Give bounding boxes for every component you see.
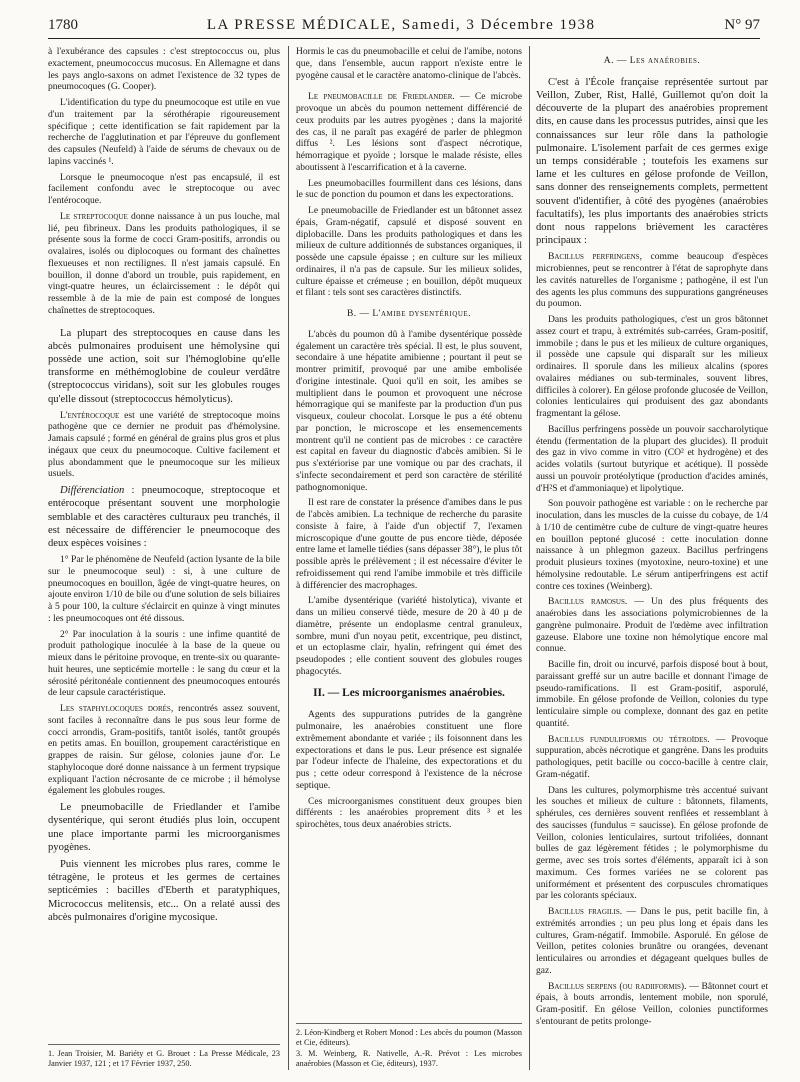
paragraph: Bacillus perfringens possède un pouvoir saccharolytique étendu (fermentation de la plupart des glucides). Il produit des gaz in vivo comme in vitro (CO² et hydrogène) et des acides volatils (surtout butyrique et acétique). Il possède aussi un pouvoir protéolytique (production d'acides aminés, d'H²S et d'ammoniaque) et lipolytique. — [536, 423, 768, 494]
run-in-head: Bacillus ramosus. — [548, 596, 628, 608]
paragraph: Lorsque le pneumocoque n'est pas encapsulé, il est facilement confondu avec le streptocoque ou avec l'entérocoque. — [48, 171, 280, 206]
paragraph — [48, 703, 280, 797]
paragraph-text: : pneumocoque, streptocoque et entérocoque présentant souvent une morphologie semblable et des caractères culturaux peu tranchés, il est nécessaire de différencier le pneumocoque des deux espèces voisines : — [48, 485, 280, 550]
run-in-head: Bacillus serpens (ou radiiformis). — [548, 980, 687, 992]
paragraph: Ces microorganismes constituent deux groupes bien différents : les anaérobies proprement dits ³ et les spirochètes, tous deux anaérobies stricts. — [296, 795, 522, 830]
paragraph: C'est à l'École française représentée surtout par Veillon, Zuber, Rist, Hallé, Guillemot qu'on doit la découverte de la plupart des anaérobies proprement dits, en cause dans les processus putrides, ainsi que les connaissances sur leur rôle dans la pathologie pulmonaire. L'isolement parfait de ces germes exige un temps considérable ; toutefois les examens sur lame et les cultures en gélose profonde de Veillon, sans donner des renseignements complets, permettent souvent d'identifier, à côté des pyogènes (anaérobies facultatifs), les plus importants des anaérobies stricts dont nous rappelons brièvement les caractères principaux : — [536, 76, 768, 247]
paragraph — [536, 906, 768, 977]
paragraph: 2° Par inoculation à la souris : une infime quantité de produit pathologique inoculée à la base de la queue ou mieux dans le péritoine provoque, en trente-six ou quarante-huit heures, une septicémie mortelle : le sang du cœur et la sérosité péritonéale contiennent des pneumocoques entourés de leur capsule caractéristique. — [48, 628, 280, 699]
paragraph — [48, 410, 280, 481]
paragraph-text: — Un des plus fréquents des anaérobies dans les associations polymicrobiennes de la gangrène pulmonaire. Produit de l'œdème avec infiltration gazeuse. Elabore une toxine non hémolytique encore mal connue. — [536, 596, 768, 655]
paragraph: L'identification du type du pneumocoque est utile en vue d'un traitement par la sérothérapie rigoureusement spécifique ; cette identification se fait rapidement par la recherche de l'agglutination et par l'épreuve du gonflement des capsules (Neufeld) à l'aide de sérums de chevaux ou de lapins vaccinés ¹. — [48, 97, 280, 167]
paragraph: L'amibe dysentérique (variété histolytica), vivante et dans un milieu conservé tiède, mesure de 20 à 40 µ de diamètre, présente un endoplasme central granuleux, sombre, muni d'un noyau petit, excentrique, peu distinct, et un ectoplasme clair, hyalin, refringent qui émet des pseudopodes ; elle contient souvent des globules rouges phagocytés. — [296, 595, 522, 677]
column-rule — [288, 46, 289, 1070]
paragraph: Hormis le cas du pneumobacille et celui de l'amibe, notons que, dans l'ensemble, aucun rapport n'existe entre le pyogène causal et le caractère anatomo-clinique de l'abcès. — [296, 46, 522, 81]
run-in-head: Le pneumobacille de Friedlander. — [308, 91, 455, 103]
paragraph: La plupart des streptocoques en cause dans les abcès pulmonaires produisent une hémolysine qui possède une action, soit sur l'hémoglobine qu'elle transforme en méthémoglobine de couleur verdâtre (streptococcus viridans), soit sur les globules rouges qu'elle dissout (streptococcus hémolyticus). — [48, 327, 280, 405]
paragraph — [296, 91, 522, 173]
paragraph: Les pneumobacilles fourmillent dans ces lésions, dans le suc de ponction du poumon et dans les expectorations. — [296, 177, 522, 201]
run-in-head: Bacillus perfringens — [548, 251, 640, 263]
paragraph: Son pouvoir pathogène est variable : on le recherche par inoculation, dans les muscles de la cuisse du cobaye, de 1/4 à 1/10 de centimètre cube de culture de vingt-quatre heures en bouillon peptoné glucosé : cette inoculation donne naissance à un phlegmon gazeux. Bacillus perfringens produit plusieurs toxines (myotoxine, neuro-toxine) et une hémolysine redoutable. Le sérum antiperfringens est actif contre ces toxines (Weinberg). — [536, 498, 768, 592]
paragraph: Le pneumobacille de Friedlander et l'amibe dysentérique, qui seront étudiés plus loin, occupent une place importante parmi les microorganismes pyogènes. — [48, 802, 280, 853]
paragraph-text: — Dans le pus, petit bacille fin, à extrémités arrondies ; un peu plus long et épais dans les cultures, Gram-négatif. Immobile. Asporulé. En gélose de Veillon, petites colonies brunâtre ou orangées, devenant lenticulaires ou arrondies et dégageant quelques bulles de gaz. — [536, 906, 768, 976]
run-in-head: Bacillus funduliformis ou tétroïdes. — [548, 733, 710, 745]
section-heading-ii: II. — Les microorganismes anaérobies. — [313, 686, 505, 699]
footnote: 3. M. Weinberg, R. Nativelle, A.-R. Prévot : Les microbes anaérobies (Masson et Cie, éditeurs), 1937. — [296, 1049, 522, 1068]
column-rule — [529, 46, 530, 1070]
run-in-head: L'entérocoque — [60, 409, 120, 421]
run-in-head: Le streptocoque — [60, 210, 128, 222]
paragraph: Puis viennent les microbes plus rares, comme le tétragène, le proteus et les germes de certaines septicémies : bacilles d'Eberth et paratyphiques, Micrococcus melitensis, etc... On a relaté aussi des abcès pulmonaires d'origine mycosique. — [48, 859, 280, 923]
footnotes — [296, 1023, 522, 1070]
paragraph — [536, 981, 768, 1028]
section-heading-b: B. — L'amibe dysentérique. — [346, 309, 472, 319]
section-heading-a: A. — Les anaérobies. — [603, 56, 701, 66]
run-in-head: Les staphylocoques dorés — [60, 703, 171, 715]
paragraph-text: — Ce microbe provoque un abcès du poumon nettement différencié de ceux produits par les autres pyogènes ; dans la majorité des cas, il ne paraît pas exagéré de parler de phlegmon diffus ². Les lésions sont d'aspect nécrotique, hémorragique et pyoïde ; lorsque le malade résiste, elles aboutissent à l'escarrification et à la caverne. — [296, 91, 522, 173]
paragraph-text: donne naissance à un pus louche, mal lié, peu fibrineux. Dans les produits pathologiques, il se présente sous la forme de cocci Gram-positifs, arrondis ou ovalaires, isolés ou diplocoques ou formant des chaînettes flexueuses et non rectilignes. Il n'est jamais capsulé. En bouillon, il donne d'abord un trouble, puis rapidement, en vingt-quatre heures, un éclaircissement : le dépôt qui ressemble à de la mie de pain est composé de longues chaînettes de streptocoques. — [48, 210, 280, 316]
paragraph: Le pneumobacille de Friedlander est un bâtonnet assez épais, Gram-négatif, capsulé et disposé souvent en diplobacille. Dans les produits pathologiques et dans les milieux de culture additionnés de substances organiques, il possède une capsule épaisse ; en culture sur les milieux ordinaires, il n'a pas de capsule. Sur les milieux solides, culture épaisse et crémeuse ; en bouillon, dépôt muqueux et filant : tels sont ses caractères distinctifs. — [296, 205, 522, 299]
paragraph: 1° Par le phénomène de Neufeld (action lysante de la bile sur le pneumocoque seul) : si, à une culture de pneumocoques en bouillon, âgée de vingt-quatre heures, on ajoute environ 1/10 de bile ou d'une solution de sels biliaires à 5 pour 100, la culture s'éclaircit en quinze à vingt minutes : les pneumocoques ont été dissous. — [48, 554, 280, 624]
paragraph: Il est rare de constater la présence d'amibes dans le pus de l'abcès amibien. La technique de recherche du parasite consiste à faire, à l'aide d'un objectif 7, l'examen microscopique d'une goutte de pus encore tiède, déposée entre lame et lamelle tiédies (sans dépasser 38°), le plus tôt possible après le prélèvement ; il est nécessaire d'éviter le refroidissement qui rend l'amibe immobile et très difficile à différencier des macrophages. — [296, 497, 522, 591]
column-3 — [536, 46, 768, 1070]
paragraph-text: , comme beaucoup d'espèces microbiennes, peut se rencontrer à l'état de saprophyte dans les cavités naturelles de l'organisme ; pathogène, il est l'un des agents les plus communs des suppurations gangréneuses du poumon. — [536, 251, 768, 310]
issue-number: N° 97 — [724, 16, 760, 33]
footnotes — [48, 1044, 280, 1070]
paragraph-text: — Provoque suppuration, abcès nécrotique et gangrène. Dans les produits pathologiques, petit bacille ou cocco-bacille à centre clair, Gram-négatif. — [536, 733, 768, 780]
paragraph: à l'exubérance des capsules : c'est streptococcus ou, plus exactement, pneumococcus mucosus. En Allemagne et dans les pays anglo-saxons on admet l'existence de 32 types de pneumocoques (G. Cooper). — [48, 46, 280, 93]
paragraph: Bacille fin, droit ou incurvé, parfois disposé bout à bout, paraissant greffé sur un autre bacille et donnant l'image de pseudo-ramifications. Il est Gram-positif, asporulé, immobile. En gélose profonde de Veillon, colonies du type lenticulaire simple ou complexe, donnant des gaz en petite quantité. — [536, 659, 768, 729]
paragraph-text: est une variété de streptocoque moins pathogène que ce dernier ne produit pas d'hémolysine. Jamais capsulé ; formé en général de grains plus gros et plus inégaux que ceux du pneumocoque. Cultive facilement et plus abondamment que le pneumocoque sur les milieux usuels. — [48, 409, 280, 480]
run-in-head: Bacillus fragilis. — [548, 906, 623, 918]
paragraph — [536, 251, 768, 310]
column-1 — [48, 46, 280, 1070]
run-in-head: Différenciation — [60, 485, 125, 497]
page-number: 1780 — [48, 16, 78, 33]
paragraph-text: — Bâtonnet court et épais, à bouts arrondis, lentement mobile, non sporulé, Gram-positif. En gélose Veillon, colonies punctiformes s'entourant de petits prolonge- — [536, 980, 768, 1027]
paragraph: Dans les produits pathologiques, c'est un gros bâtonnet assez court et trapu, à extrémités sub-carrées, Gram-positif, immobile ; dans le pus et les milieux de culture organiques, il possède une capsule qui disparaît sur les milieux ordinaires. Il sporule dans les milieux alcalins (spores ovalaires médianes ou sub-terminales, souvent libres, difficiles à colorer). En gélose profonde glucosée de Veillon, colonies lenticulaires qui produisent des gaz abondants fragmentant la gélose. — [536, 314, 768, 420]
journal-title: LA PRESSE MÉDICALE, Samedi, 3 Décembre 1938 — [206, 16, 596, 33]
paragraph — [536, 596, 768, 655]
paragraph — [48, 211, 280, 317]
paragraph-text: , rencontrés assez souvent, sont faciles à reconnaître dans le pus sous leur forme de cocci arrondis, Gram-positifs, tantôt isolés, tantôt groupés en petits amas. En bouillon, groupement caractéristique en grappes de raisin. Sur gélose, colonies jaune d'or. Le staphylocoque doré donne naissance à un ferment trypsique expliquant l'action nécrosante de ce microbe ; il hémolyse également les globules rouges. — [48, 703, 280, 797]
footnote: 2. Léon-Kindberg et Robert Monod : Les abcès du poumon (Masson et Cie, éditeurs). — [296, 1028, 522, 1047]
paragraph: Dans les cultures, polymorphisme très accentué suivant les souches et milieux de culture : bâtonnets, filaments, sphérules, ces dernières souvent renflées et ressemblant à des saucisses (fundulus = saucisse). En gélose profonde de Veillon, colonies lenticulaires, surtout trifoliées, donnant bulles de gaz légèrement fétides ; le polymorphisme du germe, avec ses trois sortes d'éléments, apparaît ici à son maximum. Ces formes variées ne se colorent pas uniformément et présentent des corpuscules chromatiques par les colorants spéciaux. — [536, 784, 768, 902]
column-2 — [296, 46, 522, 1070]
paragraph: Agents des suppurations putrides de la gangrène pulmonaire, les anaérobies constituent une flore extrêmement abondante et variée ; ils foisonnent dans les expectorations et dans le pus. Leur présence est signalée par l'odeur infecte de l'haleine, des expectorations et du pus ; cette odeur correspond à l'existence de la nécrose septique. — [296, 709, 522, 791]
paragraph — [536, 734, 768, 781]
page-header — [48, 12, 760, 39]
paragraph — [48, 484, 280, 550]
paragraph: L'abcès du poumon dû à l'amibe dysentérique possède également un caractère très spécial. Il est, le plus souvent, secondaire à une hépatite amibienne ; pourtant il peut se montrer primitif, provoqué par une amibe embolisée d'origine intestinale. Quoi qu'il en soit, les amibes se multiplient dans le poumon et provoquent une nécrose hémorragique qui se manifeste par la production d'un pus visqueux, couleur chocolat. Lorsque le pus a été obtenu par ponction, le microscope et les ensemencements montrent qu'il ne contient pas de microbes : ce caractère est capital en faveur du diagnostic d'abcès amibien. Si le pus s'extériorise par une vomique ou par des crachats, il s'infecte secondairement et perd son caractère de stérilité pathognomonique. — [296, 328, 522, 493]
footnote: 1. Jean Troisier, M. Bariéty et G. Brouet : La Presse Médicale, 23 Janvier 1937, 121 ; et 17 Février 1937, 250. — [48, 1049, 280, 1068]
